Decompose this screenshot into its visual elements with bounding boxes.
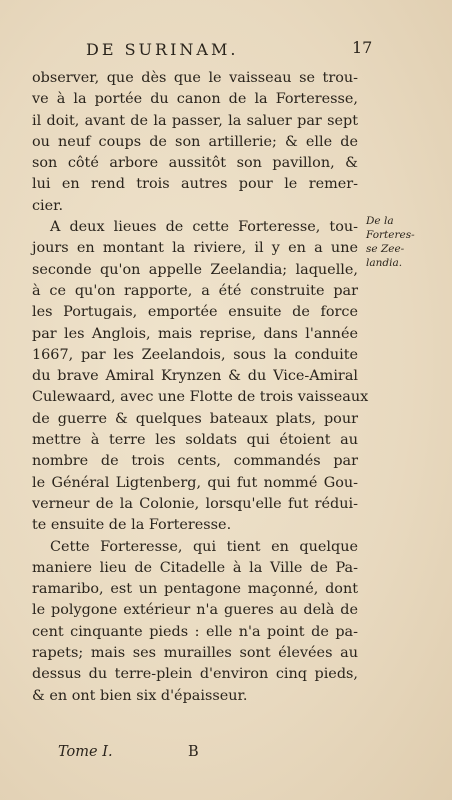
text-line: 1667, par les Zeelandois, sous la conduite (32, 346, 358, 363)
text-line: cier. (32, 197, 64, 214)
text-line: observer, que dès que le vaisseau se trou- (32, 70, 358, 86)
text-line: du brave Amiral Krynzen & du Vice-Amiral (32, 368, 358, 385)
text-line: de guerre & quelques bateaux plats, pour (32, 410, 358, 427)
text-line: Cette Forteresse, qui tient en quelque (50, 538, 358, 555)
text-line: dessus du terre-plein d'environ cinq pieds, (32, 666, 358, 683)
margin-note-line: Forteres- (366, 229, 415, 241)
text-line: par les Anglois, mais reprise, dans l'année (32, 325, 358, 342)
text-line: son côté arbore aussitôt son pavillon, & (32, 155, 358, 172)
running-title: DE SURINAM. (86, 40, 239, 59)
text-line: jours en montant la riviere, il y en a une (32, 240, 358, 257)
margin-note-line: De la (366, 215, 394, 227)
text-line: ramaribo, est un pentagone maçonné, dont (32, 581, 358, 598)
text-line: lui en rend trois autres pour le remer- (32, 176, 358, 193)
margin-note-line: landia. (366, 257, 403, 269)
text-line: A deux lieues de cette Forteresse, tou- (50, 219, 358, 236)
margin-note (366, 214, 438, 270)
text-line: te ensuite de la Forteresse. (32, 517, 232, 534)
text-line: ou neuf coups de son artillerie; & elle de (32, 133, 358, 150)
text-line: le polygone extérieur n'a gueres au delà de (32, 602, 358, 619)
text-line: verneur de la Colonie, lorsqu'elle fut rédui- (32, 495, 358, 512)
text-line: à ce qu'on rapporte, a été construite par (32, 282, 358, 299)
paragraph-2 (32, 217, 369, 536)
margin-note-line: se Zee- (366, 243, 405, 255)
text-line: & en ont bien six d'épaisseur. (32, 687, 248, 704)
signature-mark: B (188, 744, 199, 760)
text-line: mettre à terre les soldats qui étoient au (32, 432, 358, 449)
text-line: cent cinquante pieds : elle n'a point de pa- (32, 623, 358, 640)
text-line: maniere lieu de Citadelle à la Ville de Pa- (32, 559, 358, 576)
text-line: rapets; mais ses murailles sont élevées au (32, 645, 358, 662)
paragraph-1 (32, 68, 358, 217)
page-number: 17 (352, 38, 373, 57)
text-line: les Portugais, emportée ensuite de force (32, 304, 358, 321)
text-line: seconde qu'on appelle Zeelandia; laquelle, (32, 261, 358, 278)
page-body (32, 68, 369, 707)
text-line: nombre de trois cents, commandés par (32, 453, 358, 470)
text-line: ve à la portée du canon de la Forteresse, (32, 91, 358, 108)
text-line: il doit, avant de la passer, la saluer par sept (32, 112, 358, 129)
text-line: Culewaard, avec une Flotte de trois vaisseaux (32, 389, 369, 406)
text-line: le Général Ligtenberg, qui fut nommé Gou- (32, 474, 358, 491)
volume-label: Tome I. (58, 744, 113, 760)
paragraph-3 (32, 537, 358, 707)
